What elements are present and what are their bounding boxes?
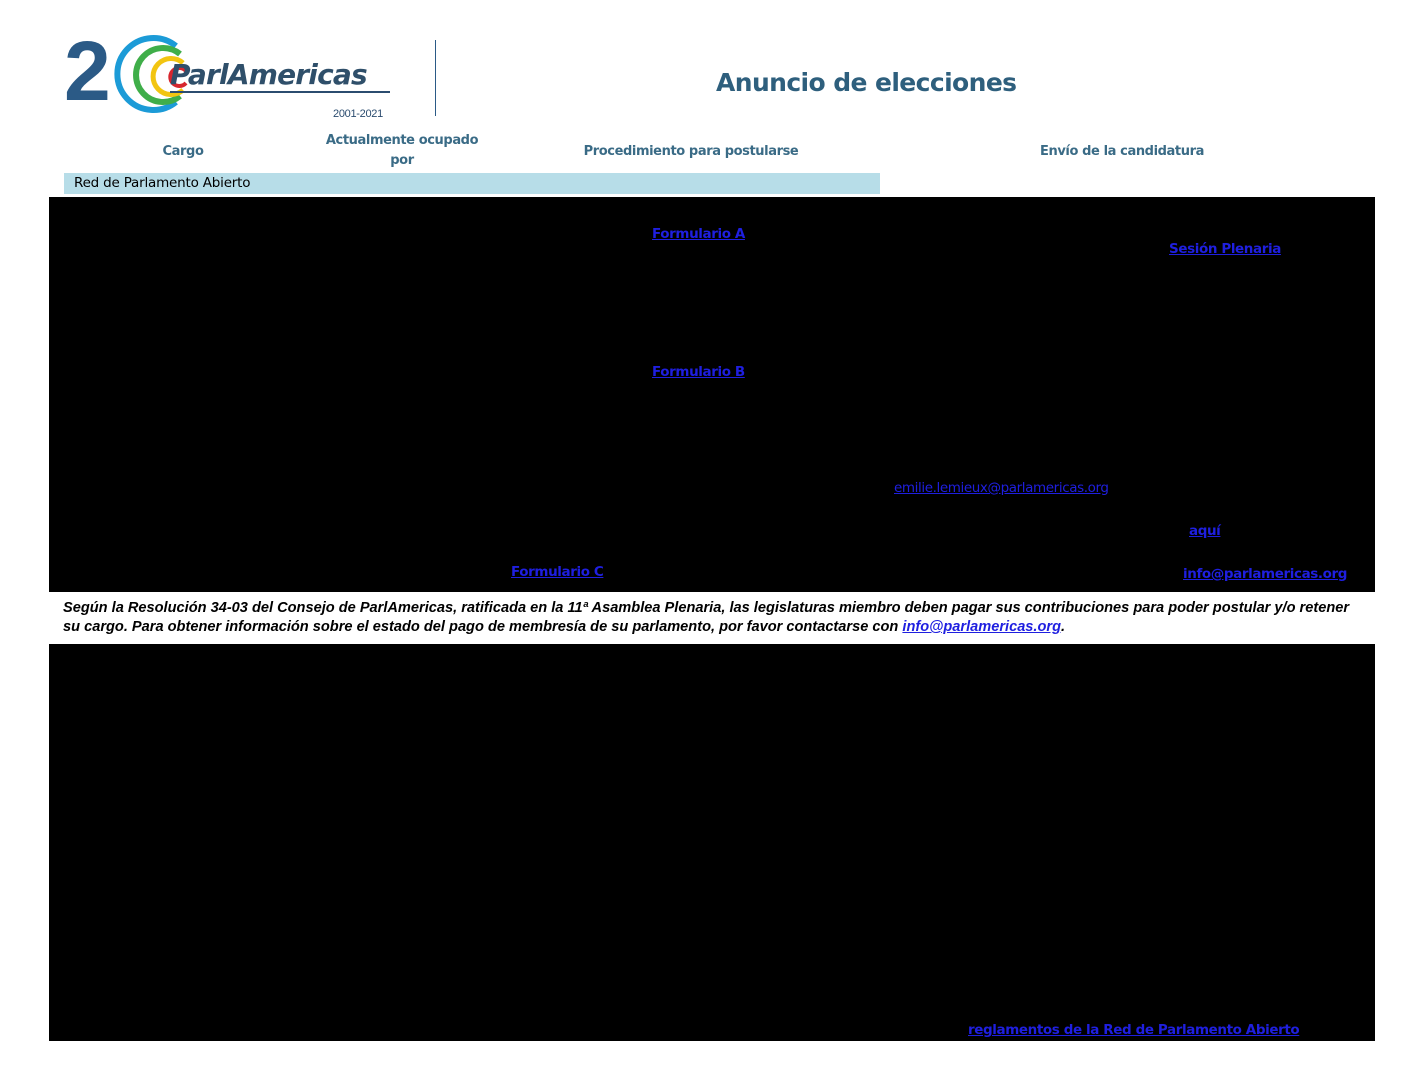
- section-row-label: Red de Parlamento Abierto: [74, 175, 251, 191]
- logo-numeral: 2: [64, 30, 111, 118]
- info-email-link[interactable]: info@parlamericas.org: [1183, 566, 1348, 582]
- aqui-link[interactable]: aquí: [1189, 523, 1221, 539]
- logo-brand: ParlAmericas: [170, 58, 367, 91]
- column-header-cargo: Cargo: [162, 144, 204, 159]
- header-divider: [435, 40, 436, 116]
- membership-note: [63, 599, 1353, 637]
- formulario-c-link[interactable]: Formulario C: [511, 564, 604, 580]
- membership-note-end: .: [1060, 619, 1066, 635]
- page-title: Anuncio de elecciones: [716, 68, 1017, 97]
- column-header-ocupado: Actualmente ocupado por: [325, 133, 479, 168]
- content-panel-bottom: [49, 644, 1375, 1041]
- emilie-email-link[interactable]: emilie.lemieux@parlamericas.org: [894, 480, 1109, 496]
- logo-years: 2001-2021: [333, 108, 383, 120]
- membership-note-text: Según la Resolución 34-03 del Consejo de ParlAmericas, ratificada en la 11ª Asamblea Plenaria, las legislaturas miembro deben pagar sus contribuciones para poder postular y/o retener su cargo. Para obtener información sobre el estado del pago de membresía de su parlamento, por favor contactarse con: [63, 600, 1350, 635]
- column-header-envio: Envío de la candidatura: [1040, 144, 1204, 159]
- reglamentos-link[interactable]: reglamentos de la Red de Parlamento Abierto: [968, 1022, 1300, 1038]
- formulario-a-link[interactable]: Formulario A: [652, 226, 745, 242]
- formulario-b-link[interactable]: Formulario B: [652, 364, 745, 380]
- column-header-procedimiento: Procedimiento para postularse: [583, 144, 799, 159]
- note-email-link[interactable]: info@parlamericas.org: [902, 619, 1061, 635]
- sesion-plenaria-link[interactable]: Sesión Plenaria: [1169, 241, 1281, 257]
